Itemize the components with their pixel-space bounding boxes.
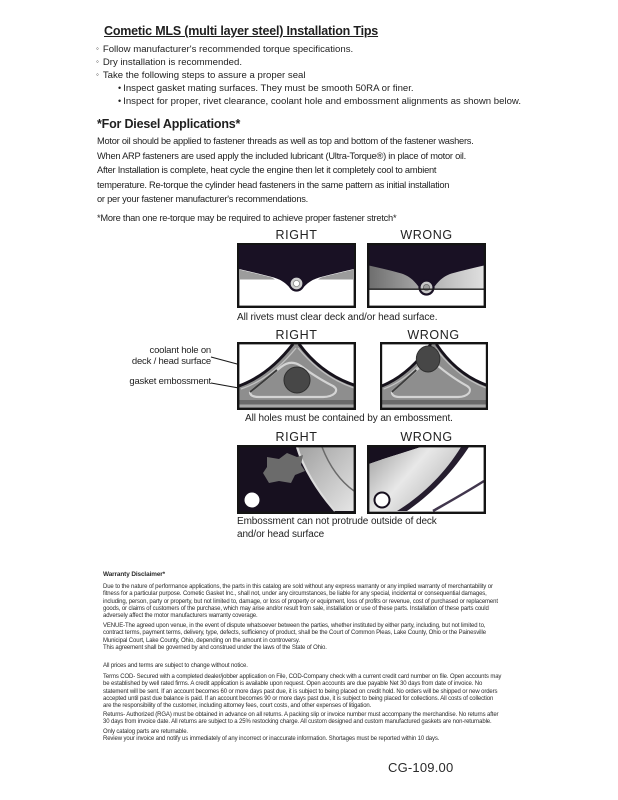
diesel-heading: *For Diesel Applications* xyxy=(97,117,241,131)
tip-text: Follow manufacturer's recommended torque specifications. xyxy=(102,44,354,55)
tip-text: Dry installation is recommended. xyxy=(102,57,243,68)
coolant-hole xyxy=(284,367,310,393)
venue-paragraph xyxy=(103,623,486,652)
legal-line: accepted until past due balance is paid. If an account becomes 90 or more days past due, it is subject to being placed for collections. All costs of collection xyxy=(103,695,494,702)
caption-line: Embossment can not protrude outside of deck xyxy=(237,516,437,527)
fig2-caption: All holes must be contained by an embossment. xyxy=(245,413,453,424)
page-title: Cometic MLS (multi layer steel) Installation Tips xyxy=(104,24,379,38)
returns-paragraph xyxy=(103,712,498,727)
fig3-wrong-panel-graphic xyxy=(367,445,486,514)
legal-line: Terms COD- Secured with a completed dealer/jobber application on File, COD-Company check with a current credit card number on file. Open accounts may xyxy=(103,674,502,680)
legal-line: statement will be sent. If an account becomes 60 or more days past due, it is subject to being placed on credit hold. No orders will be shipped or new orders xyxy=(103,688,498,695)
open-bullet-icon: ◦ xyxy=(96,44,99,53)
caption-line: and/or head surface xyxy=(237,528,325,540)
fig2-right-label: RIGHT xyxy=(275,328,318,342)
tip-text: Inspect gasket mating surfaces. They must be smooth 50RA or finer. xyxy=(123,83,414,94)
fig1-wrong-panel-graphic xyxy=(367,243,486,308)
fig2-wrong-label: WRONG xyxy=(407,328,460,342)
open-bullet-icon: ◦ xyxy=(96,57,99,66)
legal-line: adversely affect the motor manufacturers warranty coverage. xyxy=(103,613,258,620)
fig2-wrong-panel-graphic xyxy=(380,342,488,410)
page-number: CG-109.00 xyxy=(388,760,454,775)
list-item xyxy=(96,69,521,82)
filled-bullet-icon: • xyxy=(118,96,122,106)
legal-line: Returns- Authorized (RGA) must be obtained in advance on all returns. A packing slip or invoice number must accompany the merchandise. No returns after xyxy=(103,712,499,718)
bolt-hole xyxy=(375,493,390,508)
legal-line: contract terms, payment terms, delivery, type, defects, sufficiency of product, shall be the Court of Common Pleas, Lake County, Ohio or the Painesville xyxy=(103,630,486,637)
paragraph-line: or per your fastener manufacturer's recommendations. xyxy=(97,194,308,204)
fig1-caption: All rivets must clear deck and/or head surface. xyxy=(237,312,438,323)
paragraph-line: Motor oil should be applied to fastener threads as well as top and bottom of the fastener washers. xyxy=(97,136,474,146)
tip-text: Take the following steps to assure a proper seal xyxy=(102,70,306,81)
legal-line: 30 days from invoice date. All returns are subject to a 25% restocking charge. All custom designed and custom manufactured gaskets are non-returnable. xyxy=(103,719,492,726)
legal-line: Review your invoice and notify us immediately of any incorrect or inaccurate information. Shortages must be reported within 10 days. xyxy=(103,736,440,743)
fig2-right-panel-graphic xyxy=(237,342,356,410)
legal-line: are the responsibility of the customer, including attorney fees, court costs, and other expenses of litigation. xyxy=(103,703,372,710)
warranty-heading: Warranty Disclaimer* xyxy=(103,571,166,578)
fig3-wrong-label: WRONG xyxy=(400,430,453,444)
fig1-wrong-label: WRONG xyxy=(400,228,453,242)
legal-line: Municipal Court, Lake County, Ohio, depending on the amount in controversy. xyxy=(103,637,300,644)
terms-paragraph xyxy=(103,674,501,710)
legal-line: All prices and terms are subject to change without notice. xyxy=(103,663,248,669)
tip-text: Inspect for proper, rivet clearance, coolant hole and embossment alignments as shown below. xyxy=(123,96,521,107)
legal-line: including, person, party or property, but not limited to, damage, or loss of property or equipment, loss of profits or revenue, cost of purchased or replacement xyxy=(103,598,498,605)
legal-line: Only catalog parts are returnable. xyxy=(103,729,188,735)
filled-bullet-icon: • xyxy=(118,83,122,93)
open-bullet-icon: ◦ xyxy=(96,70,99,79)
bolt-hole xyxy=(245,493,260,508)
coolant-hole xyxy=(416,346,440,372)
coolant-hole-callout xyxy=(132,346,211,368)
callout-line: coolant hole on xyxy=(149,345,211,356)
fig1-right-label: RIGHT xyxy=(275,228,318,242)
diesel-paragraph xyxy=(97,134,474,163)
legal-line: fitness for a particular purpose. Cometic Gasket Inc., shall not, under any circumstances, be liable for any special, incidental or consequential damages, xyxy=(103,591,487,598)
legal-line: be established by well rated firms. A credit application is available upon request. Open accounts are due payable Net 30 days from date of invoice. No xyxy=(103,681,483,688)
fig3-right-panel-graphic xyxy=(237,445,356,514)
legal-line: goods, or claims of customers of the purchase, which may arise and/or result from sale, installation or use of these parts. Installation of these parts could xyxy=(103,605,489,612)
gasket-embossment-callout: gasket embossment xyxy=(129,376,211,387)
catalog-parts-paragraph xyxy=(103,729,439,744)
list-item xyxy=(96,95,521,108)
list-item xyxy=(96,43,521,56)
diesel-paragraph xyxy=(97,163,449,207)
retorque-note: *More than one re-torque may be required to achieve proper fastener stretch* xyxy=(97,213,397,223)
paragraph-line: When ARP fasteners are used apply the included lubricant (Ultra-Torque®) in place of motor oil. xyxy=(97,150,466,161)
legal-line: This agreement shall be governed by and construed under the laws of the State of Ohio. xyxy=(103,644,327,651)
warranty-paragraph-1 xyxy=(103,584,498,620)
prices-paragraph xyxy=(103,663,248,670)
list-item xyxy=(96,56,521,69)
callout-line: deck / head surface xyxy=(131,355,211,367)
fig3-right-label: RIGHT xyxy=(275,430,318,444)
fig3-caption xyxy=(237,516,437,541)
list-item xyxy=(96,82,521,95)
legal-line: Due to the nature of performance applications, the parts in this catalog are sold without any express warranty or any implied warranty of merchantability or xyxy=(103,584,493,590)
fig1-right-panel-graphic xyxy=(237,243,356,308)
tips-list xyxy=(96,43,521,108)
paragraph-line: After Installation is complete, heat cycle the engine then let it completely cool to ambient xyxy=(97,165,437,175)
legal-line: VENUE-The agreed upon venue, in the event of dispute whatsoever between the parties, whether instituted by either party, including, but not limited to, xyxy=(103,623,486,629)
paragraph-line: temperature. Re-torque the cylinder head fasteners in the same pattern as initial installation xyxy=(97,179,450,190)
